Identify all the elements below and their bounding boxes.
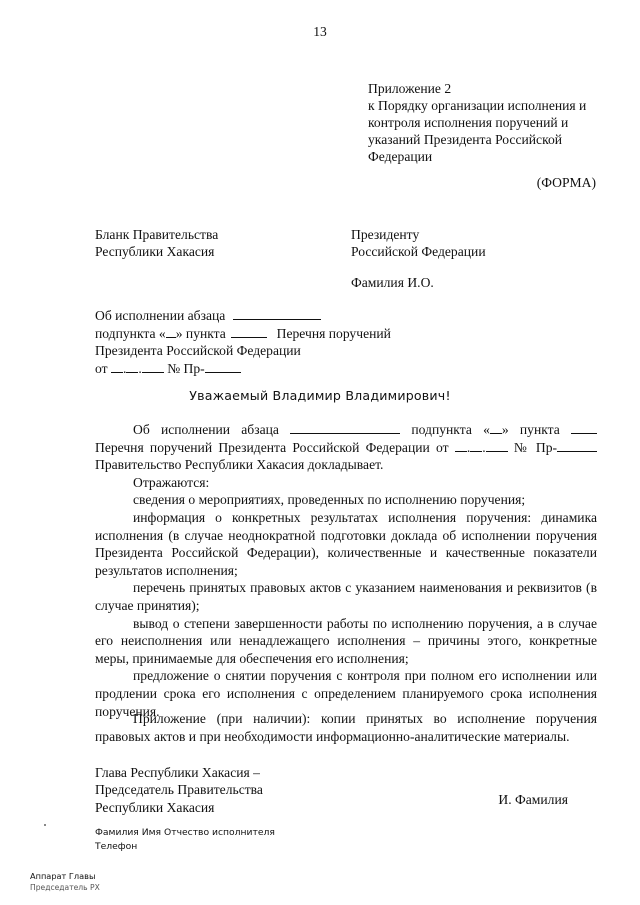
sender-line: Республики Хакасия (95, 244, 215, 259)
subject-text: Перечня поручений (276, 325, 391, 341)
report-body (95, 421, 597, 720)
appendix-line: Приложение 2 (368, 81, 452, 96)
subject-text: Об исполнении абзаца (95, 308, 226, 323)
body-text: Перечня поручений Президента Российской Федерации от (95, 439, 449, 455)
reflects-label: Отражаются: (133, 474, 210, 490)
body-item-5: предложение о снятии поручения с контроля при полном его исполнении или продлении срока его исполнения с определением планируемого срока исполнения поручения. (95, 668, 597, 719)
scan-speck (44, 824, 46, 826)
subject-line-4: от . . № Пр- (95, 360, 391, 378)
date-year-blank (142, 360, 164, 373)
appendix-header (368, 80, 586, 165)
footer-stamp (30, 870, 100, 894)
number-blank (557, 439, 597, 452)
body-paragraph-1-cont: Перечня поручений Президента Российской Федерации от . . № Пр- (95, 439, 597, 457)
date-day-blank (455, 439, 467, 452)
body-paragraph-1 (95, 421, 597, 439)
date-month-blank (126, 360, 138, 373)
appendix-line: контроля исполнения поручений и (368, 115, 569, 130)
addressee-name: Фамилия И.О. (351, 275, 434, 290)
footer-line-2: Председатель РХ (30, 883, 100, 892)
body-item-2: информация о конкретных результатах исполнения поручения: динамика исполнения (в случае неоднократной подготовки доклада об исполнении поручения Президента Российской Федерации), количественные и качественные показатели результатов исполнения; (95, 509, 597, 578)
body-text: № Пр- (513, 439, 558, 455)
date-month-blank (470, 439, 482, 452)
abzac-blank (290, 421, 400, 434)
executor-block (95, 826, 275, 854)
subject-line-3: Президента Российской Федерации (95, 343, 301, 358)
appendix-line: указаний Президента Российской (368, 132, 563, 147)
addressee-block (351, 226, 486, 260)
attachment-block (95, 710, 597, 745)
punkt-blank (231, 325, 267, 338)
abzac-blank (233, 307, 321, 320)
sender-line: Бланк Правительства (95, 227, 219, 242)
addressee-line: Российской Федерации (351, 244, 486, 259)
subject-line-2 (95, 325, 391, 343)
body-item-1: сведения о мероприятиях, проведенных по исполнению поручения; (133, 492, 526, 508)
greeting: Уважаемый Владимир Владимирович! (189, 388, 451, 403)
subject-block (95, 307, 391, 377)
subject-text: » пункта (175, 325, 226, 341)
signer-name: И. Фамилия (498, 792, 568, 807)
body-item-3: перечень принятых правовых актов с указанием наименования и реквизитов (в случае принятия); (95, 580, 597, 613)
addressee-line: Президенту (351, 227, 420, 242)
subject-text: подпункта « (95, 325, 166, 341)
signer-line: Председатель Правительства (95, 782, 263, 798)
date-year-blank (486, 439, 508, 452)
appendix-line: к Порядку организации исполнения и (368, 98, 587, 113)
body-text: подпункта « (411, 422, 490, 437)
signer-line: Республики Хакасия (95, 799, 215, 815)
punkt-blank (571, 421, 597, 434)
date-day-blank (111, 360, 123, 373)
subpunkt-blank (490, 421, 502, 434)
body-paragraph-1-end: Правительство Республики Хакасия докладывает. (95, 457, 384, 473)
body-item-4: вывод о степени завершенности работы по исполнению поручения, а в случае его неисполнения или ненадлежащего исполнения – причины этого, конкретные меры, принимаемые для обеспечения его исполнения; (95, 615, 597, 666)
subpunkt-blank (166, 325, 176, 338)
attachment-paragraph: Приложение (при наличии): копии принятых во исполнение поручения правовых актов и при необходимости информационно-аналитические материалы. (95, 711, 597, 744)
subject-text: № Пр- (167, 360, 205, 376)
appendix-line: Федерации (368, 149, 433, 164)
body-text: Об исполнении абзаца (133, 422, 279, 437)
signer-title (95, 764, 263, 816)
footer-line-1: Аппарат Главы (30, 871, 96, 881)
sender-block (95, 226, 218, 260)
executor-phone-label: Телефон (95, 841, 138, 852)
page-number: 13 (313, 24, 327, 39)
subject-text: от (95, 360, 108, 376)
form-label: (ФОРМА) (536, 175, 596, 190)
number-blank (205, 360, 241, 373)
signer-line: Глава Республики Хакасия – (95, 765, 260, 780)
body-text: » пункта (501, 422, 560, 437)
subject-line-1 (95, 307, 391, 325)
executor-name-label: Фамилия Имя Отчество исполнителя (95, 827, 275, 838)
